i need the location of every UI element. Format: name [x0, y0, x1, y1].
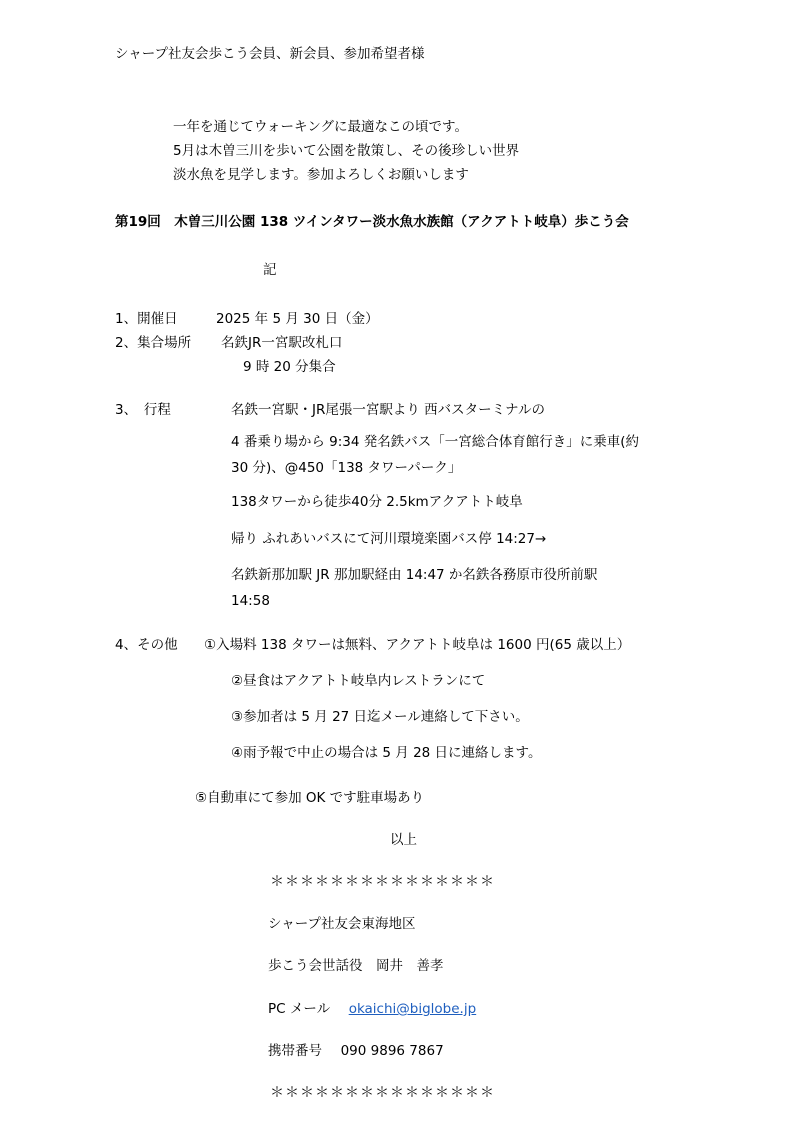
- date-value: 2025 年 5 月 30 日（金）: [216, 311, 379, 327]
- itinerary-line-2: 4 番乗り場から 9:34 発名鉄バス「一宮総合体育館行き」に乗車(約: [231, 434, 640, 450]
- intro-line-1: 一年を通じてウォーキングに最適なこの頃です。: [173, 119, 468, 135]
- itinerary-line-6: 名鉄新那加駅 JR 那加駅経由 14:47 か名鉄各務原市役所前駅: [231, 567, 598, 583]
- note-3: ③参加者は 5 月 27 日迄メール連絡して下さい。: [231, 709, 529, 725]
- addressee: シャープ社友会歩こう会員、新会員、参加希望者様: [115, 46, 425, 62]
- itinerary-line-7: 14:58: [231, 593, 270, 609]
- note-1: ①入場料 138 タワーは無料、アクアトト岐阜は 1600 円(65 歳以上）: [204, 637, 631, 653]
- phone-number: 090 9896 7867: [340, 1043, 444, 1059]
- email-link[interactable]: okaichi@biglobe.jp: [348, 1001, 477, 1017]
- note-5: ⑤自動車にて参加 OK です駐車場あり: [195, 790, 425, 806]
- itinerary-line-4: 138タワーから徒歩40分 2.5kmアクアトト岐阜: [231, 494, 523, 510]
- note-4: ④雨予報で中止の場合は 5 月 28 日に連絡します。: [231, 745, 542, 761]
- closing: 以上: [390, 832, 417, 848]
- itinerary-line-1: 名鉄一宮駅・JR尾張一宮駅より 西バスターミナルの: [231, 402, 545, 418]
- meeting-value: 名鉄JR一宮駅改札口: [221, 335, 343, 351]
- itinerary-line-5: 帰り ふれあいバスにて河川環境楽園バス停 14:27→: [231, 531, 547, 547]
- stars-top: ＊＊＊＊＊＊＊＊＊＊＊＊＊＊＊: [270, 874, 495, 890]
- itinerary-line-3: 30 分)、@450「138 タワーパーク」: [231, 460, 462, 476]
- event-title: 第19回 木曽三川公園 138 ツインタワー淡水魚水族館（アクアトト岐阜）歩こう会: [115, 214, 629, 230]
- note-2: ②昼食はアクアトト岐阜内レストランにて: [231, 673, 486, 689]
- intro-line-3: 淡水魚を見学します。参加よろしくお願いします: [173, 167, 469, 183]
- intro-line-2: 5月は木曽三川を歩いて公園を散策し、その後珍しい世界: [173, 143, 520, 159]
- email-label: PC メール: [268, 1001, 331, 1017]
- meeting-label: 2、集合場所: [115, 335, 192, 351]
- contact-org: シャープ社友会東海地区: [268, 916, 416, 932]
- meeting-time: 9 時 20 分集合: [243, 359, 336, 375]
- itinerary-label: 3、 行程: [115, 402, 171, 418]
- other-label: 4、その他: [115, 637, 178, 653]
- phone-row: [268, 1043, 444, 1059]
- stars-bottom: ＊＊＊＊＊＊＊＊＊＊＊＊＊＊＊: [270, 1085, 495, 1101]
- date-label: 1、開催日: [115, 311, 178, 327]
- contact-role: 歩こう会世話役 岡井 善孝: [268, 958, 444, 974]
- email-row: [268, 1001, 476, 1017]
- ki-heading: 記: [263, 262, 277, 278]
- phone-label: 携帯番号: [268, 1043, 322, 1059]
